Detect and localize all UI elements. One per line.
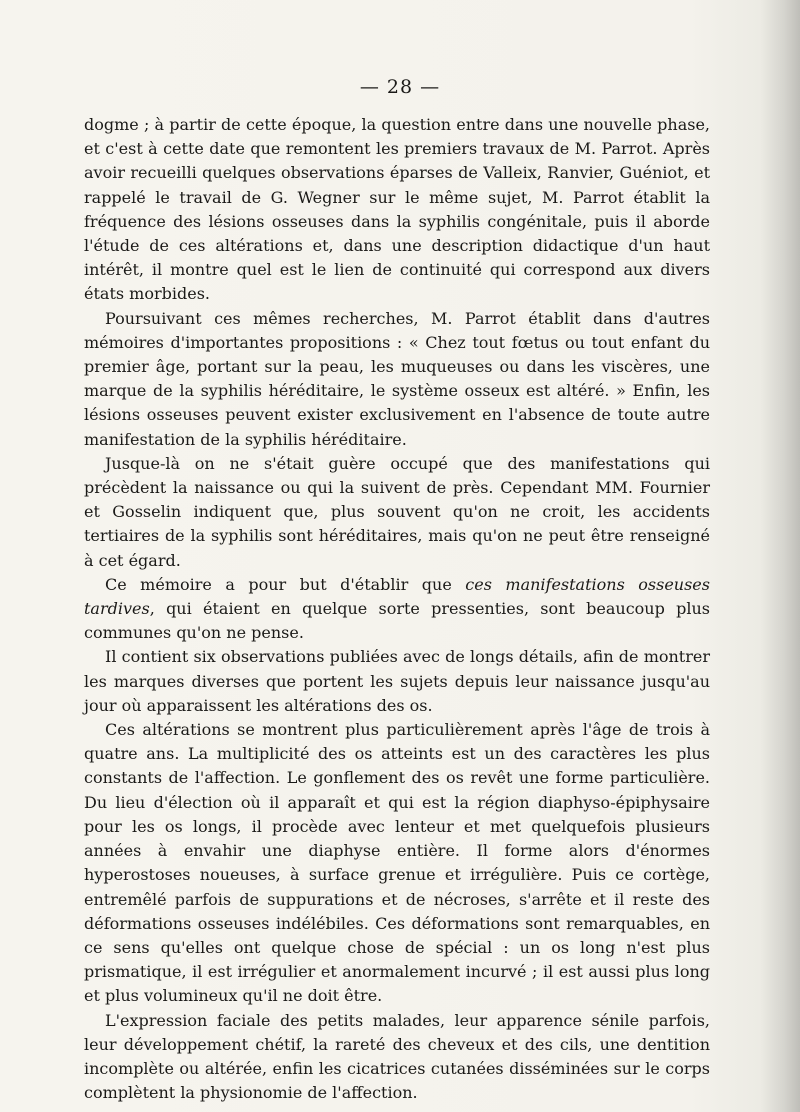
body-text bbox=[84, 113, 710, 1105]
paragraph bbox=[84, 718, 710, 1008]
paragraph bbox=[84, 1009, 710, 1106]
paragraph-text: Ces altérations se montrent plus particulièrement après l'âge de trois à quatre ans. La multiplicité des os atteints est un des caractères les plus constants de l'affection. Le gonflement des os revêt une forme particulière. Du lieu d'élection où il apparaît et qui est la région diaphyso-épiphysaire pour les os longs, il procède avec lenteur et met quelquefois plusieurs années à envahir une diaphyse entière. Il forme alors d'énormes hyperostoses noueuses, à surface grenue et irrégulière. Puis ce cortège, entremêlé parfois de suppurations et de nécroses, s'arrête et il reste des déformations osseuses indélébiles. Ces déformations sont remarquables, en ce sens qu'elles ont quelque chose de spécial : un os long n'est plus prismatique, il est irrégulier et anormalement incurvé ; il est aussi plus long et plus volumineux qu'il ne doit être. bbox=[84, 720, 710, 1006]
paragraph bbox=[84, 573, 710, 646]
paragraph bbox=[84, 307, 710, 452]
paragraph-text: Jusque-là on ne s'était guère occupé que des manifestations qui précèdent la naissance ou qui la suivent de près. Cependant MM. Fournier et Gosselin indiquent que, plus souvent qu'on ne croit, les accidents tertiaires de la syphilis sont héréditaires, mais qu'on ne peut être renseigné à cet égard. bbox=[84, 453, 710, 570]
paragraph bbox=[84, 645, 710, 718]
paragraph bbox=[84, 113, 710, 307]
paragraph-text: Poursuivant ces mêmes recherches, M. Parrot établit dans d'autres mémoires d'importantes propositions : « Chez tout fœtus ou tout enfant du premier âge, portant sur la peau, les muqueuses ou dans les viscères, une marque de la syphilis héréditaire, le système osseux est altéré. » Enfin, les lésions osseuses peuvent exister exclusivement en l'absence de toute autre manifestation de la syphilis héréditaire. bbox=[84, 308, 710, 449]
italic-phrase: ces manifestations osseuses tardives bbox=[84, 574, 710, 619]
paragraph-text: L'expression faciale des petits malades, leur apparence sénile parfois, leur développement chétif, la rareté des cheveux et des cils, une dentition incomplète ou altérée, enfin les cicatrices cutanées disséminées sur le corps complètent la physionomie de l'affection. bbox=[84, 1010, 710, 1103]
page-edge-shadow bbox=[760, 0, 800, 1112]
paragraph-text: Ce mémoire a pour but d'établir que bbox=[105, 574, 466, 594]
page-number: — 28 — bbox=[359, 76, 441, 98]
paragraph-text: dogme ; à partir de cette époque, la question entre dans une nouvelle phase, et c'est à cette date que remontent les premiers travaux de M. Parrot. Après avoir recueilli quelques observations éparses de Valleix, Ranvier, Guéniot, et rappelé le travail de G. Wegner sur le même sujet, M. Parrot établit la fréquence des lésions osseuses dans la syphilis congénitale, puis il aborde l'étude de ces altérations et, dans une description didactique d'un haut intérêt, il montre quel est le lien de continuité qui correspond aux divers états morbides. bbox=[84, 115, 710, 304]
paragraph-text: , qui étaient en quelque sorte pressenties, sont beaucoup plus communes qu'on ne pense. bbox=[84, 599, 710, 643]
paragraph bbox=[84, 452, 710, 573]
paragraph-text: Il contient six observations publiées avec de longs détails, afin de montrer les marques diverses que portent les sujets depuis leur naissance jusqu'au jour où apparaissent les altérations des os. bbox=[84, 647, 710, 715]
